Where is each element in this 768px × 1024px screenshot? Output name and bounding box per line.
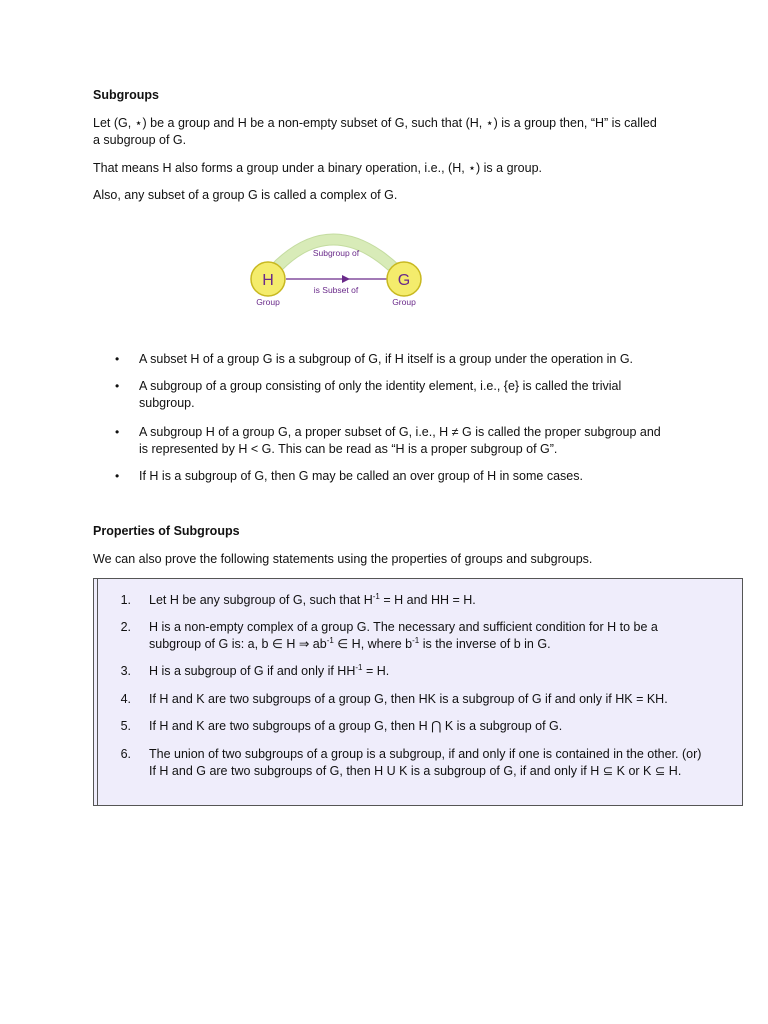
bullet-marker: •	[115, 425, 120, 439]
properties-intro: We can also prove the following statements using the properties of groups and subgroups.	[93, 552, 593, 566]
property-item-6-line-1: The union of two subgroups of a group is a subgroup, if and only if one is contained in the other. (or)	[149, 747, 702, 761]
bullet-item-2-line-1: A subgroup of a group consisting of only the identity element, i.e., {e} is called the trivial	[139, 379, 622, 393]
property-2-text-b: ∈ H, where b	[333, 637, 413, 651]
property-item-1	[149, 592, 476, 609]
property-item-4: If H and K are two subgroups of a group G, then HK is a subgroup of G if and only if HK = KH.	[149, 692, 668, 706]
arrow-label: is Subset of	[313, 285, 359, 295]
property-2-text-a: subgroup of G is: a, b ∈ H ⇒ ab	[149, 637, 327, 651]
node-g-caption: Group	[392, 297, 416, 307]
intro-paragraph-2: That means H also forms a group under a binary operation, i.e., (H, ⋆) is a group.	[93, 161, 543, 175]
subgroup-diagram	[232, 220, 432, 320]
property-1-sup: -1	[372, 591, 380, 601]
property-2-text-c: is the inverse of b in G.	[419, 637, 551, 651]
bullet-marker: •	[115, 469, 120, 483]
subset-arrow-head	[342, 275, 350, 283]
bullet-marker: •	[115, 379, 120, 393]
section-title-subgroups: Subgroups	[93, 88, 159, 102]
node-g-label: G	[397, 272, 411, 289]
bullet-marker: •	[115, 352, 120, 366]
arc-label: Subgroup of	[312, 248, 360, 258]
property-1-text-a: Let H be any subgroup of G, such that H	[149, 593, 373, 607]
node-h-label: H	[262, 272, 274, 289]
property-1-text-b: = H and HH = H.	[379, 593, 476, 607]
intro-paragraph-3: Also, any subset of a group G is called a complex of G.	[93, 188, 398, 202]
box-inner-rule	[97, 579, 98, 805]
properties-heading: Properties of Subgroups	[93, 524, 240, 538]
property-3-text-a: H is a subgroup of G if and only if HH	[149, 664, 356, 678]
property-item-2-line-1: H is a non-empty complex of a group G. The necessary and sufficient condition for H to be a	[149, 620, 658, 634]
bullet-item-3-line-2: is represented by H < G. This can be read as “H is a proper subgroup of G”.	[139, 442, 558, 456]
list-number: 5.	[120, 719, 131, 733]
property-item-2-line-2	[149, 636, 551, 653]
list-number: 1.	[120, 593, 131, 607]
bullet-item-1: A subset H of a group G is a subgroup of G, if H itself is a group under the operation in G.	[139, 352, 634, 366]
node-h-caption: Group	[256, 297, 280, 307]
intro-paragraph-1-line-1: Let (G, ⋆) be a group and H be a non-empty subset of G, such that (H, ⋆) is a group then, “H” is called	[93, 116, 657, 130]
property-item-6-line-2: If H and G are two subgroups of G, then H U K is a subgroup of G, if and only if H ⊆ K or K ⊆ H.	[149, 764, 682, 778]
bullet-item-3-line-1: A subgroup H of a group G, a proper subset of G, i.e., H ≠ G is called the proper subgroup and	[139, 425, 661, 439]
property-item-5: If H and K are two subgroups of a group G, then H ⋂ K is a subgroup of G.	[149, 719, 563, 733]
property-3-sup: -1	[355, 662, 363, 672]
property-2-sup-1: -1	[326, 635, 334, 645]
property-3-text-b: = H.	[362, 664, 390, 678]
list-number: 4.	[120, 692, 131, 706]
properties-box	[93, 578, 743, 806]
list-number: 3.	[120, 664, 131, 678]
bullet-item-4: If H is a subgroup of G, then G may be called an over group of H in some cases.	[139, 469, 583, 483]
intro-paragraph-1-line-2: a subgroup of G.	[93, 133, 187, 147]
bullet-item-2-line-2: subgroup.	[139, 396, 195, 410]
list-number: 2.	[120, 620, 131, 634]
list-number: 6.	[120, 747, 131, 761]
property-2-sup-2: -1	[412, 635, 420, 645]
property-item-3	[149, 663, 389, 680]
